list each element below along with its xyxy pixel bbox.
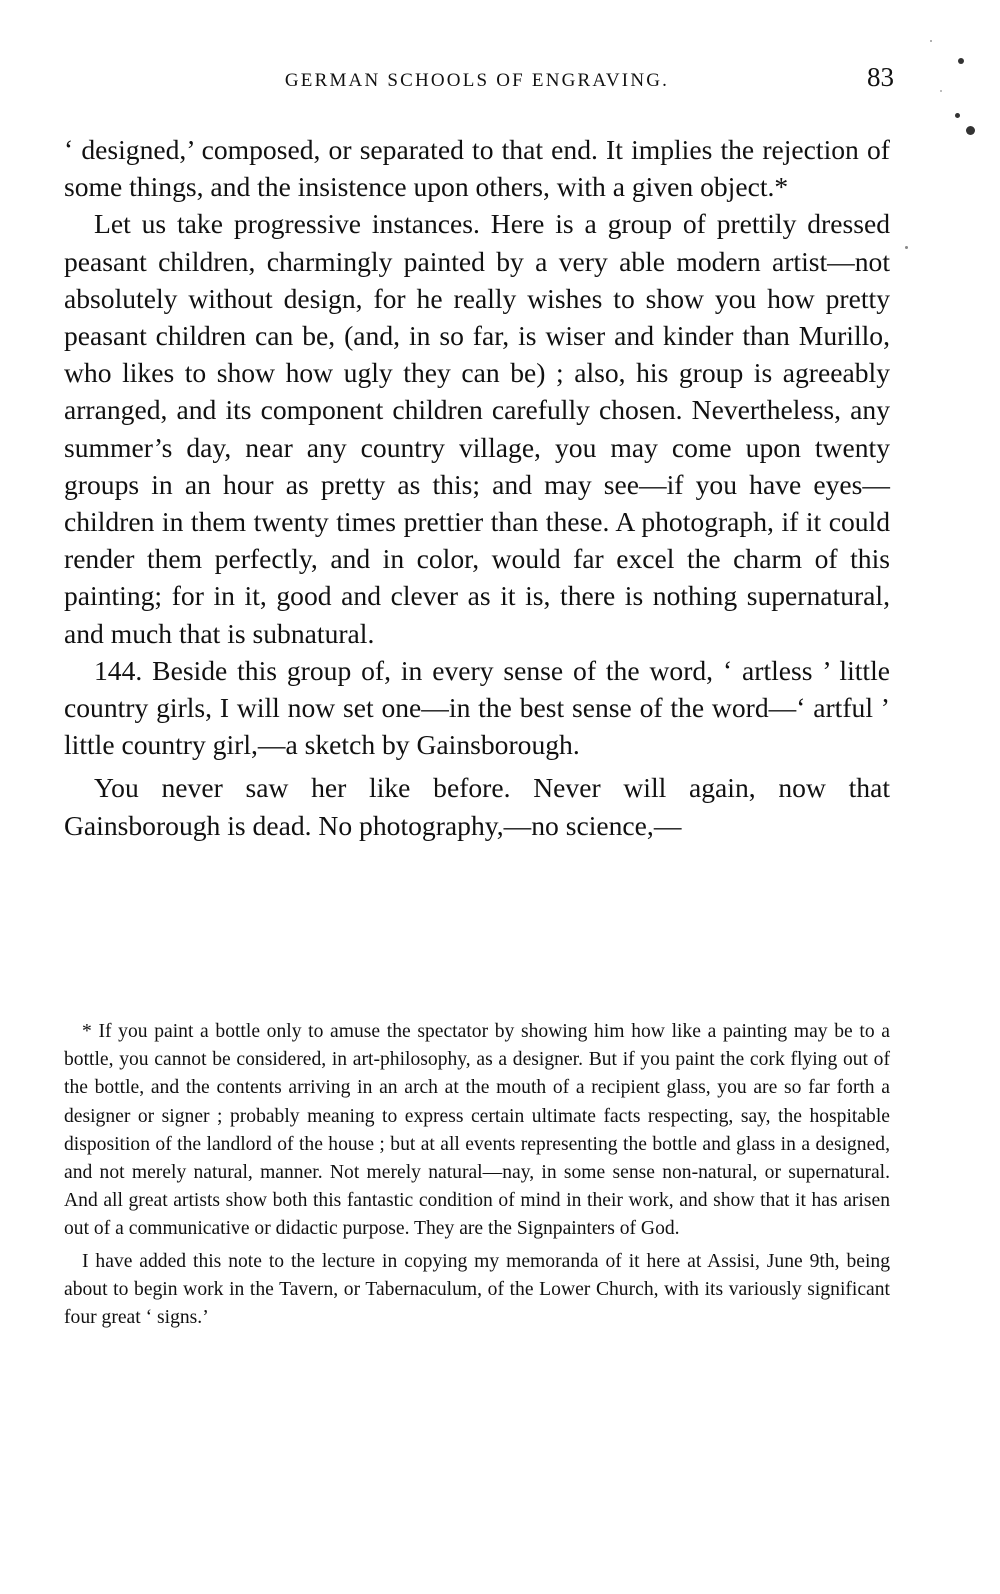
- footnote-1: * If you paint a bottle only to amuse the spectator by showing him how like a painting may be to a bottle, you cannot be considered, in art-philosophy, as a designer. But if you paint the cork flying out of the bottle, and the contents arriving in an arch at the mouth of a recipient glass, you are so far forth a designer or signer ; probably meaning to express certain ultimate facts respecting, say, the hospitable disposition of the landlord of the house ; but at all events representing the bottle and glass in a designed, and not merely natural, manner. Not merely natural—nay, in some sense non-natural, or supernatural. And all great artists show both this fantastic condition of mind in their work, and show that it has arisen out of a communicative or didactic purpose. They are the Signpainters of God.: [64, 1021, 890, 1240]
- scan-speck: [955, 113, 960, 118]
- scan-speck: [966, 126, 975, 135]
- body-paragraph-4: You never saw her like before. Never will again, now that Gainsborough is dead. No photography,—no science,—: [64, 772, 890, 841]
- scan-speck: [940, 90, 942, 92]
- scan-speck: [905, 246, 908, 249]
- footnotes: [64, 1018, 890, 1332]
- running-head: [64, 62, 894, 102]
- body-paragraph-1: ‘ designed,’ composed, or separated to that end. It implies the rejection of some things, and the insistence upon others, with a given object.*: [64, 134, 890, 203]
- scan-speck: [930, 40, 932, 42]
- body-paragraph-3: 144. Beside this group of, in every sense of the word, ‘ artless ’ little country girls, I will now set one—in the best sense of the word—‘ artful ’ little country girl,—a sketch by Gainsborough.: [64, 654, 890, 761]
- running-title: GERMAN SCHOOLS OF ENGRAVING.: [284, 70, 670, 91]
- scan-speck: [958, 58, 964, 64]
- footnote-2: I have added this note to the lecture in copying my memoranda of it here at Assisi, June 9th, being about to begin work in the Tavern, or Tabernaculum, of the Lower Church, with its variously significant four great ‘ signs.’: [64, 1250, 890, 1329]
- body-text: [64, 131, 890, 844]
- page-number: 83: [867, 62, 894, 92]
- body-paragraph-2: Let us take progressive instances. Here is a group of prettily dressed peasant children, charmingly painted by a very able modern artist—not absolutely without design, for he really wishes to show you how pretty peasant children can be, (and, in so far, is wiser and kinder than Murillo, who likes to show how ugly they can be) ; also, his group is agreeably arranged, and its component children carefully chosen. Nevertheless, any summer’s day, near any country village, you may come upon twenty groups in an hour as pretty as this; and may see—if you have eyes—children in them twenty times prettier than these. A photograph, if it could render them perfectly, and in color, would far excel the charm of this painting; for in it, good and clever as it is, there is nothing supernatural, and much that is subnatural.: [64, 208, 890, 649]
